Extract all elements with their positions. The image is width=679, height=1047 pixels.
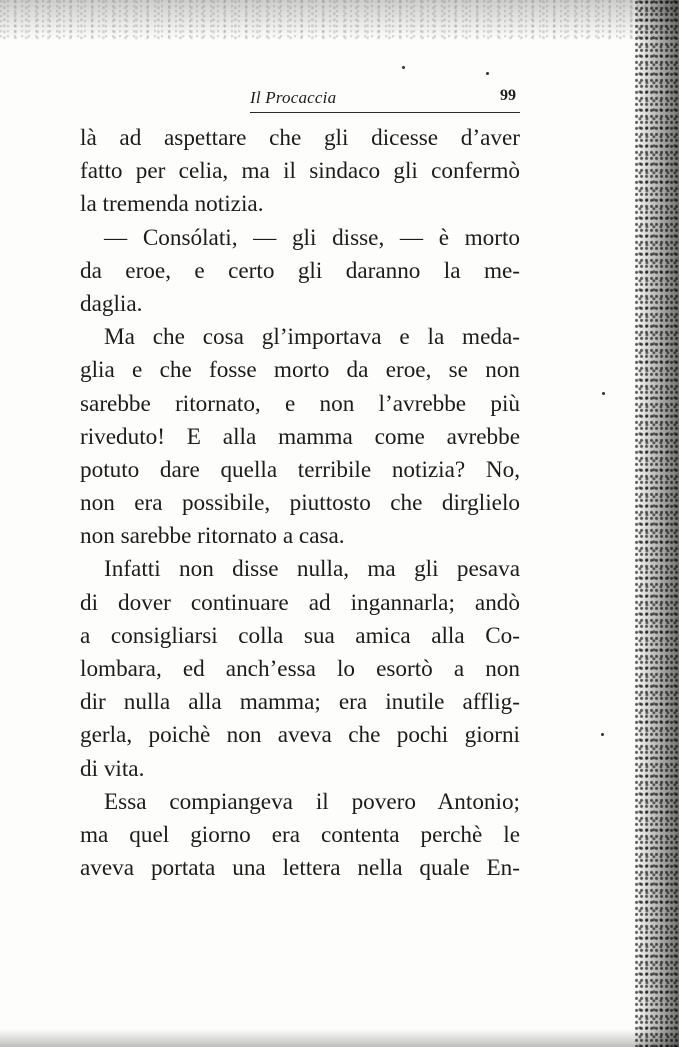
- text-line: là ad aspettare che gli dicesse d’aver: [80, 125, 520, 151]
- text-line: potuto dare quella terribile notizia? No,: [80, 456, 520, 483]
- text-line: di dover continuare ad ingannarla; andò: [80, 589, 520, 616]
- scan-speck: [486, 72, 489, 75]
- text-line: a consigliarsi colla sua amica alla Co-: [80, 622, 520, 649]
- text-line: dir nulla alla mamma; era inutile afflig-: [80, 689, 520, 716]
- header-rule: [250, 112, 520, 113]
- text-line: aveva portata una lettera nella quale En-: [80, 855, 520, 882]
- text-line: daglia.: [80, 290, 143, 317]
- text-line: non sarebbe ritornato a casa.: [80, 523, 345, 550]
- running-header: [78, 84, 518, 112]
- text-line: — Consólati, — gli disse, — è morto: [104, 224, 520, 251]
- text-line: ma quel giorno era contenta perchè le: [80, 821, 520, 848]
- text-line: Essa compiangeva il povero Antonio;: [104, 788, 520, 815]
- text-line: sarebbe ritornato, e non l’avrebbe più: [80, 390, 520, 417]
- scan-edge-bottom: [0, 1029, 679, 1047]
- scan-speck: [602, 392, 605, 395]
- scan-speck: [402, 66, 405, 69]
- text-line: riveduto! E alla mamma come avrebbe: [80, 423, 520, 450]
- text-line: Infatti non disse nulla, ma gli pesava: [104, 556, 520, 583]
- text-line: non era possibile, piuttosto che dirglielo: [80, 490, 520, 517]
- text-line: la tremenda notizia.: [80, 191, 264, 218]
- text-line: glia e che fosse morto da eroe, se non: [80, 357, 520, 384]
- text-line: gerla, poichè non aveva che pochi giorni: [80, 722, 520, 749]
- running-title: Il Procaccia: [250, 88, 337, 107]
- text-line: lombara, ed anch’essa lo esortò a non: [80, 656, 520, 682]
- text-line: Ma che cosa gl’importava e la meda-: [104, 324, 520, 351]
- scan-speck: [601, 733, 604, 736]
- page-number: 99: [500, 87, 516, 104]
- text-line: fatto per celia, ma il sindaco gli confermò: [80, 158, 520, 185]
- scan-edge-right: [635, 0, 679, 1047]
- body-text: [80, 122, 520, 885]
- scan-edge-top: [0, 0, 679, 40]
- text-line: da eroe, e certo gli daranno la me-: [80, 257, 520, 284]
- text-line: di vita.: [80, 755, 145, 782]
